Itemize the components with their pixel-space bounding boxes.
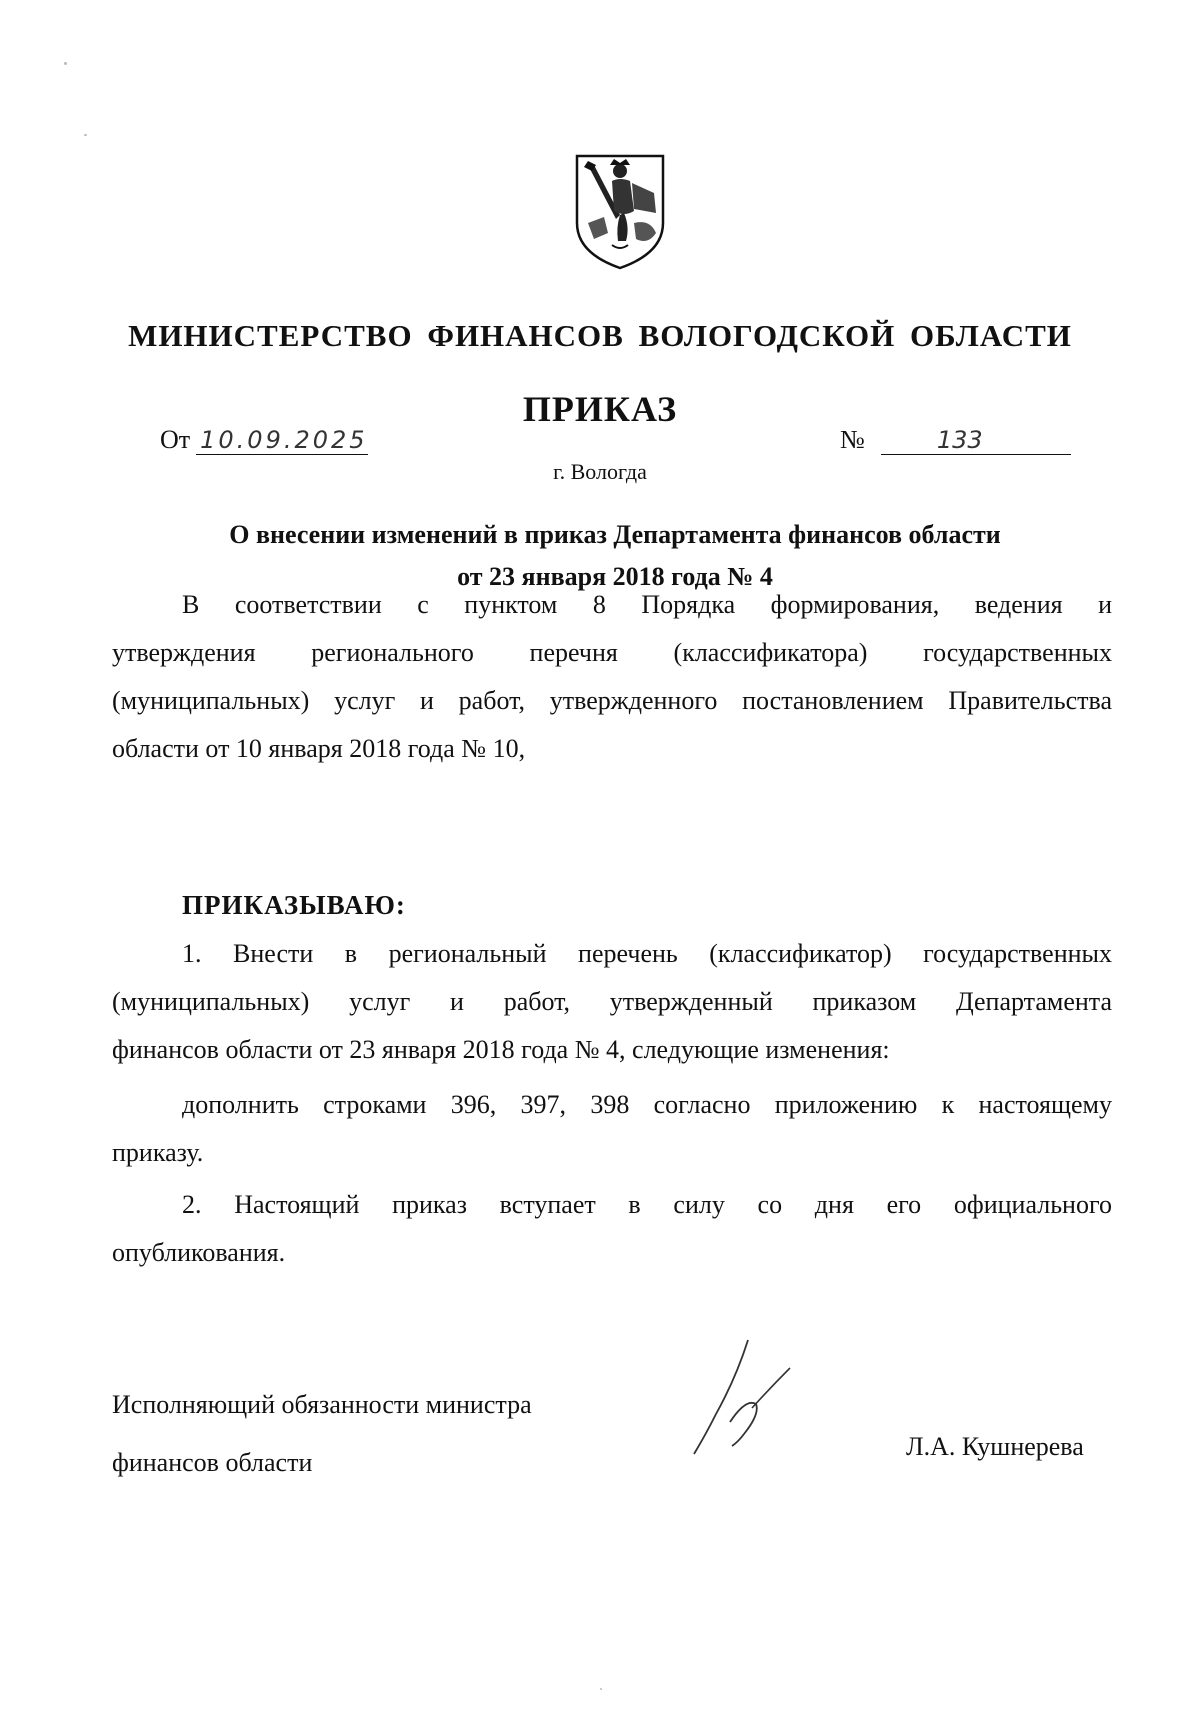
- ministry-name: МИНИСТЕРСТВО ФИНАНСОВ ВОЛОГОДСКОЙ ОБЛАСТИ: [128, 318, 1072, 353]
- handwritten-signature: [686, 1338, 796, 1458]
- item-1-sub-paragraph: [112, 1081, 1112, 1177]
- item-2-paragraph: [112, 1181, 1112, 1277]
- paragraph-line: опубликования.: [112, 1238, 286, 1267]
- order-directive-heading: ПРИКАЗЫВАЮ:: [182, 890, 406, 920]
- scan-speck: [600, 1688, 602, 1690]
- paragraph-line: 1. Внести в региональный перечень (классификатор) государственных: [182, 939, 1112, 968]
- date-row: [160, 425, 368, 455]
- signatory-position: [112, 1376, 532, 1492]
- item-1-paragraph: [112, 930, 1112, 1074]
- number-label: №: [840, 425, 865, 454]
- paragraph-line: приказу.: [112, 1138, 204, 1167]
- number-value: 133: [881, 426, 1071, 455]
- paragraph-line: В соответствии с пунктом 8 Порядка формирования, ведения и: [182, 590, 1112, 619]
- paragraph-line: финансов области от 23 января 2018 года № 4, следующие изменения:: [112, 1035, 890, 1064]
- position-line: финансов области: [112, 1448, 313, 1477]
- scan-speck: [64, 62, 67, 65]
- paragraph-line: области от 10 января 2018 года № 10,: [112, 734, 526, 763]
- subject-line: от 23 января 2018 года № 4: [457, 562, 773, 591]
- subject-line: О внесении изменений в приказ Департамента финансов области: [229, 520, 1001, 549]
- signatory-name: Л.А. Кушнерева: [906, 1432, 1084, 1461]
- document-type-title: ПРИКАЗ: [522, 389, 678, 429]
- date-label: От: [160, 425, 191, 454]
- scan-speck: [84, 134, 87, 136]
- paragraph-line: 2. Настоящий приказ вступает в силу со дня его официального: [182, 1190, 1112, 1219]
- date-value: 10.09.2025: [196, 426, 367, 455]
- paragraph-line: утверждения регионального перечня (классификатора) государственных: [112, 638, 1112, 667]
- preamble-paragraph: [112, 581, 1112, 773]
- coat-of-arms-icon: [574, 153, 666, 271]
- paragraph-line: дополнить строками 396, 397, 398 согласно приложению к настоящему: [182, 1090, 1112, 1119]
- paragraph-line: (муниципальных) услуг и работ, утвержденного постановлением Правительства: [112, 686, 1112, 715]
- number-row: [840, 425, 1071, 455]
- position-line: Исполняющий обязанности министра: [112, 1390, 532, 1419]
- city-name: г. Вологда: [553, 459, 647, 484]
- paragraph-line: (муниципальных) услуг и работ, утвержденный приказом Департамента: [112, 987, 1112, 1016]
